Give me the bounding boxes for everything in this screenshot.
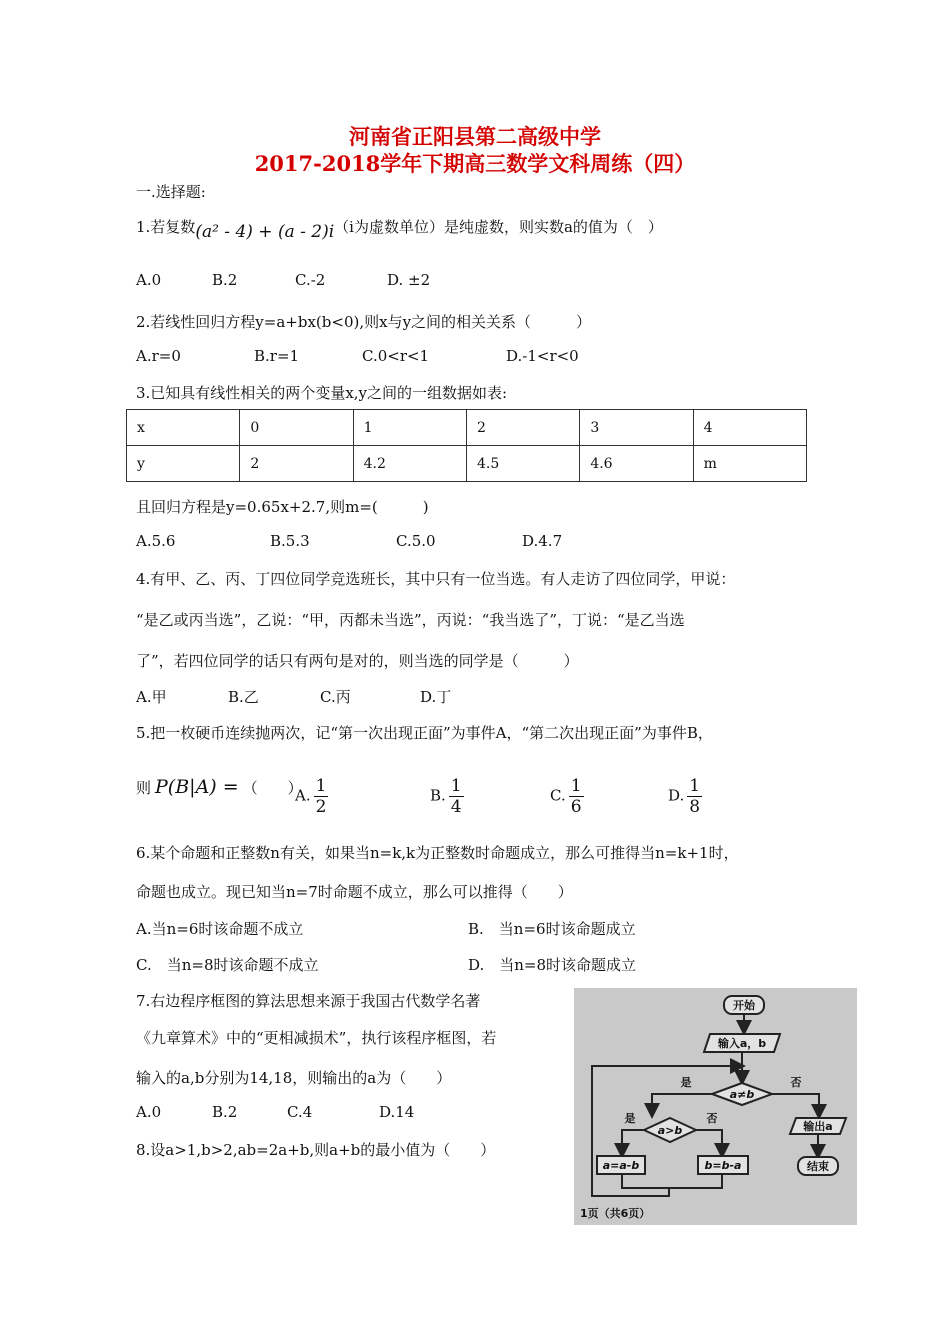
q5-option-b-fraction bbox=[449, 776, 464, 817]
flow-no-label-2: 否 bbox=[706, 1112, 718, 1125]
q1-option-b: B.2 bbox=[212, 271, 238, 289]
q2-option-d: D.-1<r<0 bbox=[506, 347, 579, 365]
table-cell: 4 bbox=[693, 410, 806, 446]
q1-option-a: A.0 bbox=[136, 271, 162, 289]
page-title-line2: 2017-2018学年下期高三数学文科周练（四） bbox=[254, 151, 696, 176]
q7-option-a: A.0 bbox=[136, 1103, 162, 1121]
question-5-line1: 5.把一枚硬币连续抛两次，记“第一次出现正面”为事件A，“第二次出现正面”为事件B， bbox=[136, 724, 713, 742]
flow-cond1-label: a≠b bbox=[729, 1088, 755, 1101]
q2-option-a: A.r=0 bbox=[136, 347, 181, 365]
q3-regression: 且回归方程是y=0.65x+2.7,则m=( ) bbox=[136, 498, 429, 516]
flow-end-label: 结束 bbox=[807, 1160, 829, 1173]
fraction-numerator: 1 bbox=[570, 776, 582, 796]
table-cell: 3 bbox=[580, 410, 693, 446]
fraction-numerator: 1 bbox=[450, 776, 462, 796]
question-1 bbox=[136, 216, 663, 242]
table-cell: 2 bbox=[466, 410, 579, 446]
q6-option-d: D. 当n=8时该命题成立 bbox=[468, 956, 637, 974]
q5-option-c bbox=[550, 776, 584, 817]
q1-suffix: （i为虚数单位）是纯虚数，则实数a的值为（ ） bbox=[334, 218, 663, 236]
q1-prefix: 1.若复数 bbox=[136, 218, 196, 236]
q5-option-d-fraction bbox=[687, 776, 702, 817]
q6-option-c: C. 当n=8时该命题不成立 bbox=[136, 956, 319, 974]
q5-expression: P(B|A) = bbox=[155, 776, 239, 798]
q1-option-d: D. ±2 bbox=[387, 271, 431, 289]
question-4-line2: “是乙或丙当选”，乙说：“甲，丙都未当选”，丙说：“我当选了”，丁说：“是乙当选 bbox=[136, 611, 685, 629]
table-cell: y bbox=[127, 446, 240, 482]
q1-option-c: C.-2 bbox=[295, 271, 326, 289]
table-cell: 4.2 bbox=[353, 446, 466, 482]
q2-option-b: B.r=1 bbox=[254, 347, 300, 365]
table-cell: 2 bbox=[240, 446, 353, 482]
question-7-line1: 7.右边程序框图的算法思想来源于我国古代数学名著 bbox=[136, 992, 481, 1010]
q4-option-d: D.丁 bbox=[420, 688, 452, 706]
question-2: 2.若线性回归方程y=a+bx(b<0),则x与y之间的相关关系（ ） bbox=[136, 313, 592, 331]
question-8: 8.设a>1,b>2,ab=2a+b,则a+b的最小值为（ ） bbox=[136, 1141, 496, 1159]
q5-option-a-label: A. bbox=[295, 786, 311, 805]
flowchart-image bbox=[574, 988, 857, 1225]
table-row bbox=[127, 446, 807, 482]
question-3: 3.已知具有线性相关的两个变量x,y之间的一组数据如表: bbox=[136, 384, 508, 402]
q1-expression: (a² - 4) + (a - 2)i bbox=[195, 222, 335, 242]
q5-option-d bbox=[668, 776, 702, 817]
q3-option-a: A.5.6 bbox=[136, 532, 176, 550]
table-row bbox=[127, 410, 807, 446]
flow-assign2-label: b=b-a bbox=[704, 1159, 742, 1172]
q5-option-c-fraction bbox=[569, 776, 584, 817]
q7-option-d: D.14 bbox=[379, 1103, 415, 1121]
q4-option-c: C.丙 bbox=[320, 688, 351, 706]
fraction-denominator: 4 bbox=[450, 797, 462, 817]
fraction-numerator: 1 bbox=[689, 776, 701, 796]
q5-option-b-label: B. bbox=[430, 786, 446, 805]
data-table bbox=[126, 409, 807, 482]
fraction-numerator: 1 bbox=[315, 776, 327, 796]
q5-option-c-label: C. bbox=[550, 786, 566, 805]
flow-output-label: 输出a bbox=[803, 1120, 833, 1133]
q5-option-b bbox=[430, 776, 464, 817]
flow-input-label: 输入a，b bbox=[717, 1037, 767, 1050]
question-4-line3: 了”，若四位同学的话只有两句是对的，则当选的同学是（ ） bbox=[136, 652, 579, 670]
question-6-line2: 命题也成立。现已知当n=7时命题不成立，那么可以推得（ ） bbox=[136, 883, 573, 901]
flow-assign1-label: a=a-b bbox=[602, 1159, 640, 1172]
question-5-line2 bbox=[136, 776, 303, 798]
question-6-line1: 6.某个命题和正整数n有关，如果当n=k,k为正整数时命题成立，那么可推得当n=k+1时， bbox=[136, 844, 739, 862]
flow-footer: 1页（共6页） bbox=[580, 1207, 651, 1220]
table-cell: 0 bbox=[240, 410, 353, 446]
flow-yes-label-2: 是 bbox=[624, 1112, 636, 1125]
table-cell: 4.5 bbox=[466, 446, 579, 482]
question-4-line1: 4.有甲、乙、丙、丁四位同学竞选班长，其中只有一位当选。有人走访了四位同学，甲说： bbox=[136, 570, 736, 588]
fraction-denominator: 8 bbox=[689, 797, 701, 817]
q2-option-c: C.0<r<1 bbox=[362, 347, 430, 365]
q4-option-b: B.乙 bbox=[228, 688, 259, 706]
table-cell: 1 bbox=[353, 410, 466, 446]
question-7-line3: 输入的a,b分别为14,18，则输出的a为（ ） bbox=[136, 1069, 452, 1087]
flow-yes-label-1: 是 bbox=[680, 1076, 692, 1089]
fraction-denominator: 6 bbox=[570, 797, 582, 817]
q5-option-d-label: D. bbox=[668, 786, 685, 805]
q5-blank: （ ） bbox=[242, 778, 303, 797]
table-cell: m bbox=[693, 446, 806, 482]
page-title-line1: 河南省正阳县第二高级中学 bbox=[349, 124, 601, 149]
q5-option-a bbox=[295, 776, 328, 817]
question-7-line2: 《九章算术》中的“更相减损术”，执行该程序框图，若 bbox=[136, 1029, 497, 1047]
q4-option-a: A.甲 bbox=[136, 688, 167, 706]
flow-start-label: 开始 bbox=[733, 999, 755, 1012]
q3-option-d: D.4.7 bbox=[522, 532, 563, 550]
q6-option-b: B. 当n=6时该命题成立 bbox=[468, 920, 636, 938]
table-cell: 4.6 bbox=[580, 446, 693, 482]
flow-no-label-1: 否 bbox=[790, 1076, 802, 1089]
q3-option-b: B.5.3 bbox=[270, 532, 310, 550]
q5-option-a-fraction bbox=[314, 776, 329, 817]
q7-option-c: C.4 bbox=[287, 1103, 313, 1121]
q6-option-a: A.当n=6时该命题不成立 bbox=[136, 920, 304, 938]
fraction-denominator: 2 bbox=[315, 797, 327, 817]
q7-option-b: B.2 bbox=[212, 1103, 238, 1121]
flow-cond2-label: a>b bbox=[657, 1124, 683, 1137]
q5-prefix: 则 bbox=[136, 778, 152, 797]
q3-option-c: C.5.0 bbox=[396, 532, 436, 550]
table-cell: x bbox=[127, 410, 240, 446]
section-heading: 一.选择题: bbox=[136, 183, 206, 201]
